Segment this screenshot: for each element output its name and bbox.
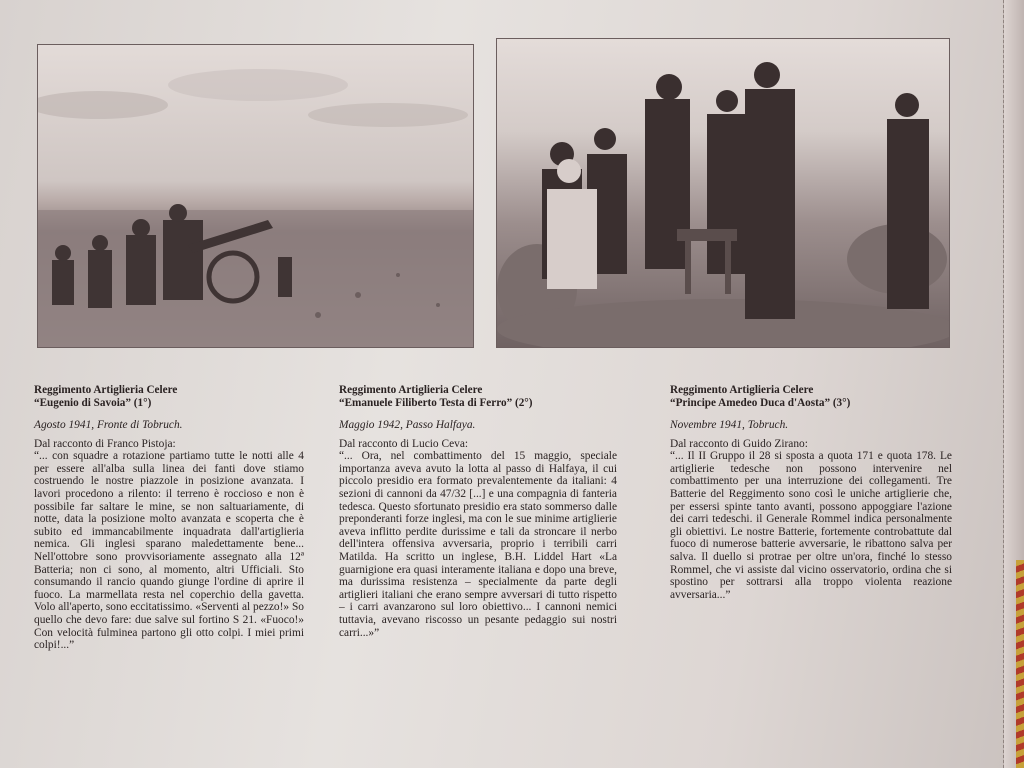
regiment-title-line2: “Eugenio di Savoia” (1°) (34, 397, 152, 409)
source-attribution: Dal racconto di Guido Zirano: (670, 437, 808, 450)
source-attribution: Dal racconto di Lucio Ceva: (339, 437, 469, 450)
narrative-text: “... Il II Gruppo il 28 si sposta a quota 171 e quota 178. Le artiglierie tedesche non possono intervenire nel combattimento per una interruzione dei collegamenti. Tre Batterie del Reggimento sono così le uniche artiglierie che, per essersi spinte tanto avanti, possono appoggiare l'azione dei carri tedeschi. il Generale Rommel indica personalmente gli obiettivi. Le nostre Batterie, fortemente controbattute dal fuoco di numerose batterie avversarie, le ribattono salva per salva. Il duello si protrae per oltre un'ora, finché lo stesso Rommel, che vi assiste dal vicino osservatorio, ordina che si spostino per sottrarsi alla troppo violenta reazione avversaria...” (670, 450, 952, 601)
column-third-regiment (670, 384, 952, 601)
regiment-title-line2: “Emanuele Filiberto Testa di Ferro” (2°) (339, 397, 533, 409)
date-place: Novembre 1941, Tobruch. (670, 419, 789, 431)
date-place: Agosto 1941, Fronte di Tobruch. (34, 419, 183, 431)
column-second-regiment (339, 384, 617, 639)
source-attribution: Dal racconto di Franco Pistoja: (34, 437, 176, 450)
regiment-title (339, 384, 617, 410)
photo-artillery-crew (37, 44, 474, 348)
officers-illustration (497, 39, 949, 347)
regiment-title-line1: Reggimento Artiglieria Celere (34, 384, 178, 396)
column-first-regiment (34, 384, 304, 652)
binding-cord (1016, 560, 1024, 768)
regiment-title (34, 384, 304, 410)
narrative-text: “... con squadre a rotazione partiamo tutte le notti alle 4 per essere all'alba sulla linea dei fanti dove stiamo costruendo le nostre piazzole in posizione avanzata. I lavori procedono a rilento: il terreno è roccioso e non è possibile far saltare le mine, se non saltuariamente, di notte, data la posizione molto avanzata e scoperta che è subito ed immancabilmente inquadrata dall'artiglieria nemica. Gli inglesi sparano maledettamente bene... Nell'ottobre sono provvisoriamente assegnato alla 12ª Batteria; non ci sono, al momento, altri Ufficiali. Sto consumando il rancio quando giunge l'ordine di aprire il fuoco. La marmellata resta nel coperchio della gavetta. Volo all'aperto, sono eccitatissimo. «Serventi al pezzo!» So quello che devo fare: due salve sul fortino S 21. «Fuoco!» Con velocità fulminea partono gli otto colpi. I miei primi colpi!...” (34, 450, 304, 652)
regiment-title-line1: Reggimento Artiglieria Celere (670, 384, 814, 396)
regiment-title-line1: Reggimento Artiglieria Celere (339, 384, 483, 396)
narrative-text: “... Ora, nel combattimento del 15 maggio, speciale importanza aveva avuto la lotta al passo di Halfaya, il cui piccolo presidio era formato prevalentemente da italiani: 4 sezioni di cannoni da 47/32 [...] e una compagnia di fanteria tedesca. Questo sfortunato presidio era stato sommerso dalle preponderanti forze inglesi, ma con le sue minime artiglierie aveva inflitto perdite durissime e tali da stroncare il nerbo dell'intera offensiva avversaria, proprio i terribili carri Matilda. Ha scritto un inglese, B.H. Liddel Hart «La guarnigione era quasi interamente italiana e dopo una breve, ma durissima resistenza – specialmente da parte degli artiglieri italiani che erano sempre avversari di tutto rispetto – i carri avanzarono sul loro obiettivo... I cannoni nemici tuttavia, avevano riscosso un pesante pedaggio sui nostri carri...»” (339, 450, 617, 639)
photo-officers (496, 38, 950, 348)
artillery-crew-illustration (38, 45, 473, 347)
date-place: Maggio 1942, Passo Halfaya. (339, 419, 476, 431)
regiment-title-line2: “Principe Amedeo Duca d'Aosta” (3°) (670, 397, 851, 409)
regiment-title (670, 384, 952, 410)
